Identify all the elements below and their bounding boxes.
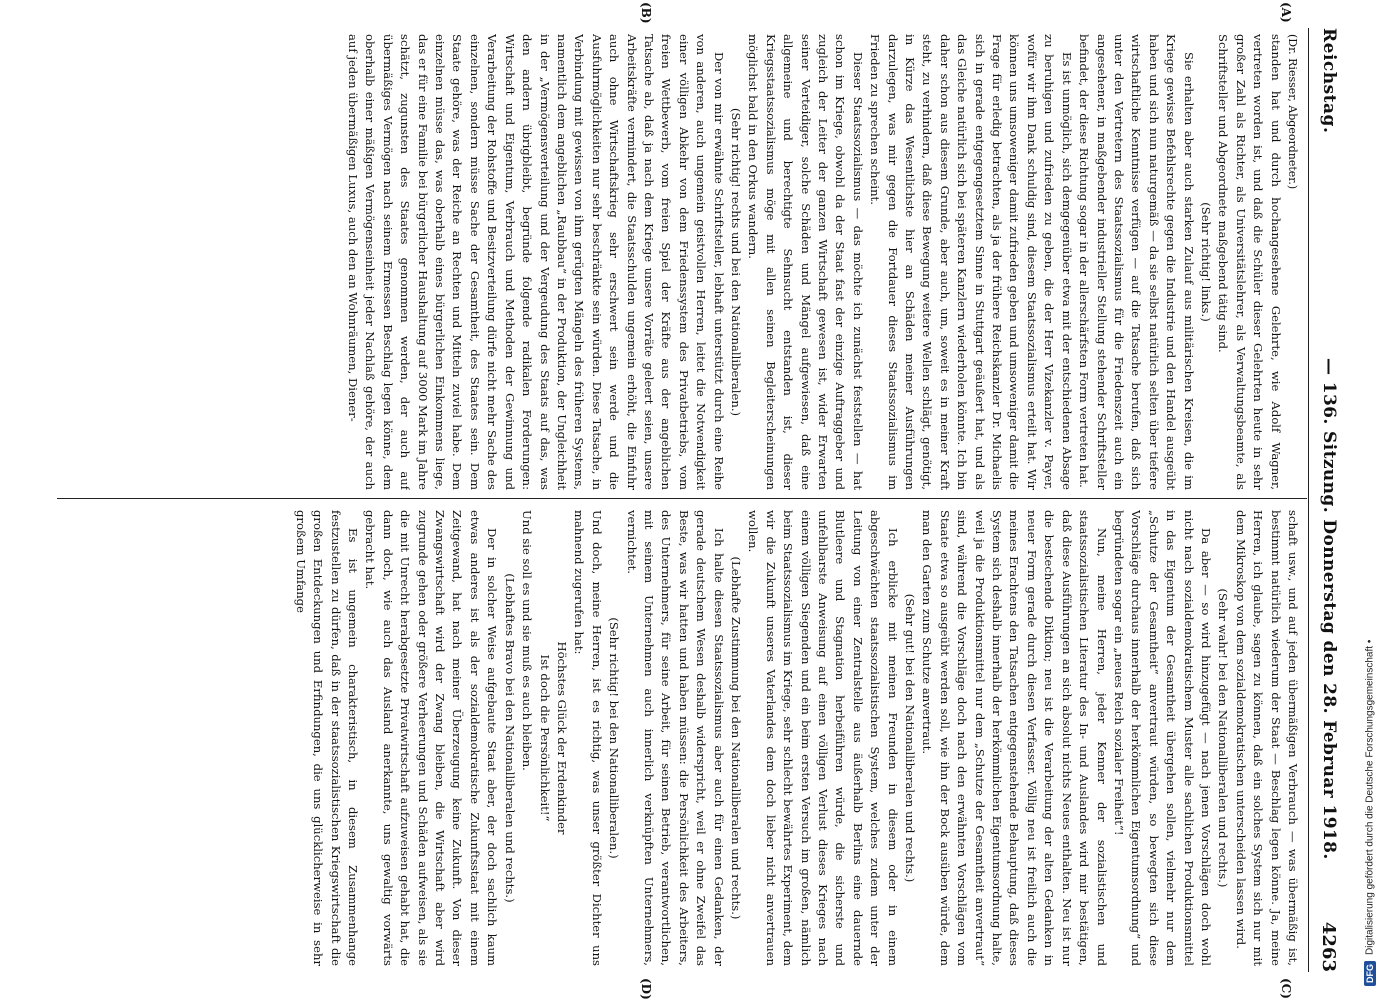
margin-marker-a: (A) [1279, 2, 1293, 23]
left-column [53, 34, 1301, 490]
paragraph: standen hat und durch hochangesehene Gelehrte, wie Adolf Wagner, vertreten worden ist, und daß die Schüler dieser Gelehrten heute in sehr großer Zahl als Richter, als Universitätslehrer, als Verwaltungsbeamte, als Schriftsteller und Abgeordnete maßgebend tätig sind. [1216, 34, 1283, 490]
page-number: 4263 [1318, 921, 1339, 972]
paragraph: Der von mir erwähnte Schriftsteller, lebhaft unterstützt durch eine Reihe von anderen, auch ungemein geistvollen Herren, leitet die Notwendigkeit einer völligen Abkehr von dem Friedenssystem des Privatbetriebs, vom freien Wettbewerb, vom freien Spiel der Kräfte aus der angeblichen Tatsache ab, daß ja nach dem Kriege unsere Vorräte geleert seien, unsere Arbeitskräfte vermindert, die Staatsschulden ungemein erhöht, die Einfuhr auch ohne Wirtschaftskrieg sehr erschwert sein werde und die Ausfuhrmöglichkeiten nur sehr beschränkte sein würden. Diese Tatsache, in Verbindung mit gewissen von ihm gerügten Mängeln des früheren Systems, namentlich dem angeblichen „Raubbau“ in der Produktion, der Ungleichheit in der „Vermögensverteilung und der Vergeudung des Staats auf das, was den andern übrigbleibt, begründe folgende radikalen Forderungen: Wirtschaft und Eigentum, Verbrauch und Methoden der Gewinnung und Verarbeitung der Rohstoffe und Besitzverteilung dürfe nicht mehr Sache des einzelnen, sondern müsse Sache der Gesamtheit, des Staates sein. Dem Staate gehöre, was der Reiche an Rechten und Mitteln zuviel habe. Dem einzelnen müsse das, was oberhalb eines bürgerlichen Einkommens liege, das er für eine Familie bei bürgerlicher Haushaltung auf 3000 Mark im Jahre schätzt, zugunsten des Staates genommen werden, der auch auf übermäßiges Vermögen nach seinem Ermessen Beschlag legen könne, dem oberhalb einer mäßigen Vermögenseinheit jeder Nachlaß gehöre, der auch auf jeden übermäßigen Luxus, auch den an Wohnräumen, Diener- [346, 34, 726, 490]
margin-marker-b: (B) [639, 2, 653, 24]
newspaper-page [45, 2, 1345, 1000]
paragraph: Und doch, meine Herren, ist es richtig, was unser größter Dichter uns mahnend zugerufen hat: [572, 510, 604, 966]
margin-marker-d: (D) [639, 978, 653, 1000]
paragraph: Sie erhalten aber auch starken Zulauf aus militärischen Kreisen, die im Kriege gewisse Befehlsrechte gegen die Industrie und den Handel ausgeübt haben und sich nun naturgemäß — da sie selbst natürlich selten über tiefere wirtschaftliche Kenntnisse verfügen — auf die Tatsache berufen, daß sich unter den Vertretern des Staatssozialismus für die Friedenszeit auch ein angesehener, in maßgebender industrieller Stellung stehender Schriftsteller befindet, der diese Richtung sogar in der allerschärfsten Form vertreten hat. [1077, 34, 1196, 490]
header-rule [1308, 28, 1309, 972]
paragraph: Es ist ungemein charakteristisch, in diesem Zusammenhange festzustellen zu dürfen, daß in der staatssozialistischen Kriegswirtschaft die großen Entdeckungen und Erfindungen, die uns glücklicherweise in sehr großem Umfange [293, 510, 361, 966]
interjection: (Sehr richtig! links.) [1198, 202, 1213, 322]
interjection: (Sehr wahr! bei den Nationalliberalen und rechts.) [1216, 588, 1231, 888]
paragraph: Dieser Staatssozialismus — das möchte ich zunächst feststellen — hat schon im Kriege, obwohl da der Staat fast der einzige Auftraggeber und zugleich der Leiter der ganzen Wirtschaft gewesen ist, wider Erwarten seiner Verteidiger, solche Schäden und Mängel aufgewiesen, daß eine allgemeine und berechtigte Sehnsucht entstanden ist, dieser Kriegsstaatssozialismus möge mit allen seinen Begleiterscheinungen möglichst bald in den Orkus wandern. [746, 34, 865, 490]
paragraph: Ich erblicke mit meinen Freunden in diesem oder in einem abgeschwächten staatssozialistischen System, welches zudem unter der Leitung von einer Zentralstelle aus äußerhalb Berlins eine dauernde Blutleere und Stagnation herbeiführen würde, die sicherste und unfehlbarste Anweisung auf einen völligen Verlust dieses Krieges nach einem völligen Siegenden und ein beim ersten Versuch im großen, nämlich beim Staatssozialismus im Kriege, sehr schlecht bewährtes Experiment, dem wir die Zukunft unseres Vaterlandes dem doch lieber nicht anvertrauen wollen. [746, 510, 900, 966]
right-column [53, 510, 1301, 966]
page-header [1307, 28, 1345, 972]
paragraph: Da aber — so wird hinzugefügt — nach jenen Vorschlägen doch wohl nicht nach sozialdemokratischem Muster alle sachlichen Produktionsmittel in das Eigentum der Gesamtheit übergehen sollen, vielmehr nur dem „Schutze der Gesamtheit“ anvertraut würden, so bewegten sich diese Vorschläge durchaus innerhalb der herkömmlichen Eigentumsordnung“ und begründeten sogar ein „neues Reich sozialer Freiheit“! [1111, 510, 1213, 966]
margin-marker-c: (C) [1279, 978, 1293, 999]
column-rule [57, 498, 1307, 499]
header-session-date: — 136. Sitzung. Donnerstag den 28. Februar 1918. [1319, 358, 1339, 860]
verse-line: Höchstes Glück der Erdenkinder [554, 641, 569, 835]
paragraph: Und sie soll es und sie muß es auch bleiben. [520, 510, 535, 771]
verse-line: Ist doch die Persönlichkeit!“ [537, 654, 552, 822]
interjection: (Sehr richtig! rechts und bei den Nationalliberalen.) [729, 107, 743, 417]
paragraph: Ich halte diesen Staatssozialismus aber auch für einen Gedanken, der gerade deutschem Wesen deshalb widerspricht, weil er ohne Zweifel das Beste, was wir hatten und haben müssen: die Persönlichkeit des Arbeiters, des Unternehmers, für seine Arbeit, für seinen Betrieb, verantwortlichen, mit seinem Unternehmen auch innerlich verknüpften Unternehmers, vernichtet. [624, 510, 726, 966]
paragraph: Nun, meine Herren, jeder Kenner der sozialistischen und staatssozialistischen Literatur des In- und Auslandes wird mir bestätigen, daß diese Ausführungen an sich absolut nichts Neues enthalten. Neu ist nur die bestechende Diktion; neu ist die Verarbeitung der alten Gedanken in neuer Form gerade durch diesen Verfasser. Völlig neu ist freilich auch die meines Erachtens den Tatsachen entgegenstehende Behauptung, daß dieses System sich deshalb innerhalb der herkömmlichen Eigentumsordnung halte, weil ja die Produktionsmittel nur dem „Schutze der Gesamtheit anvertraut“ sind, während die Vorschläge doch nach den erwähnten Vorschlägen vom Staate etwa so ausgeübt werden soll, wie ihn der Bock ausüben würde, dem man den Garten zum Schutze anvertraut. [920, 510, 1109, 966]
paragraph: Der in solcher Weise aufgebaute Staat aber, der doch sachlich kaum etwas anderes ist als der sozialdemokratische Zukunftsstaat mit einem Zeitgewand, hat nach meiner Überzeugung keine Zukunft. Von dieser Zwangswirtschaft wird der Zwang bleiben, die Wirtschaft aber wird zugrunde gehen oder größere Verheerungen und Schäden aufweisen, als sie die mit Unrecht herabgesetzte Privatwirtschaft aufzuweisen gehabt hat, die dann doch, wie auch das Ausland anerkannte, uns gewaltig vorwärts gebracht hat. [363, 510, 500, 966]
header-title: Reichstag. [1319, 28, 1339, 134]
interjection: (Sehr richtig! bei den Nationalliberalen.) [607, 617, 622, 859]
paragraph: schaft usw., und auf jeden übermäßigen Verbrauch — was übermäßig ist, bestimmt natürlich wiederum der Staat — Beschlag legen könne. Ja, meine Herren, ich glaube, sagen zu können, daß ein solches System sich nur mit dem Mikroskop von dem sozialdemokratischen unterscheiden lassen wird. [1233, 510, 1300, 966]
dfg-logo: DFG [1364, 961, 1376, 986]
paragraph: Es ist unmöglich, sich demgegenüber etwa mit der entschiedenen Absage zu beruhigen und zufrieden zu geben, die der Herr Vizekanzler v. Payer, wofür wir ihm Dank schuldig sind, diesem Staatssozialismus erteilt hat. Wir können uns umsoweniger damit zufrieden geben und umsoweniger damit die Frage für erledig betrachten, als ja der frühere Reichskanzler Dr. Michaelis sich in gerade entgegengesetztem Sinne in Stuttgart geäußert hat, und als das Gleiche natürlich sich bei späteren Kanzlern wiederholen könnte. Ich bin daher schon aus diesem Grunde, aber auch, um, soweit es in meiner Kraft steht, zu verhindern, daß diese Bewegung weitere Wellen schlägt, genötigt, in Kürze das Wesentlichste hier an Schäden meiner Ausführungen darzulegen, was mir gegen die Fortdauer dieses Staatssozialismus im Frieden zu sprechen scheint. [868, 34, 1074, 490]
digitization-credit-text: Digitalisierung gefördert durch die Deutsche Forschungsgemeinschaft • [1364, 639, 1376, 955]
interjection: (Lebhafte Zustimmung bei den Nationalliberalen und rechts.) [729, 556, 743, 920]
interjection: (Sehr gut! bei den Nationalliberalen und rechts.) [903, 593, 918, 883]
interjection: (Lebhaftes Bravo bei den Nationalliberalen und rechts.) [502, 573, 517, 903]
speaker-line: (Dr. Riesser, Abgeordneter.) [1286, 34, 1299, 190]
